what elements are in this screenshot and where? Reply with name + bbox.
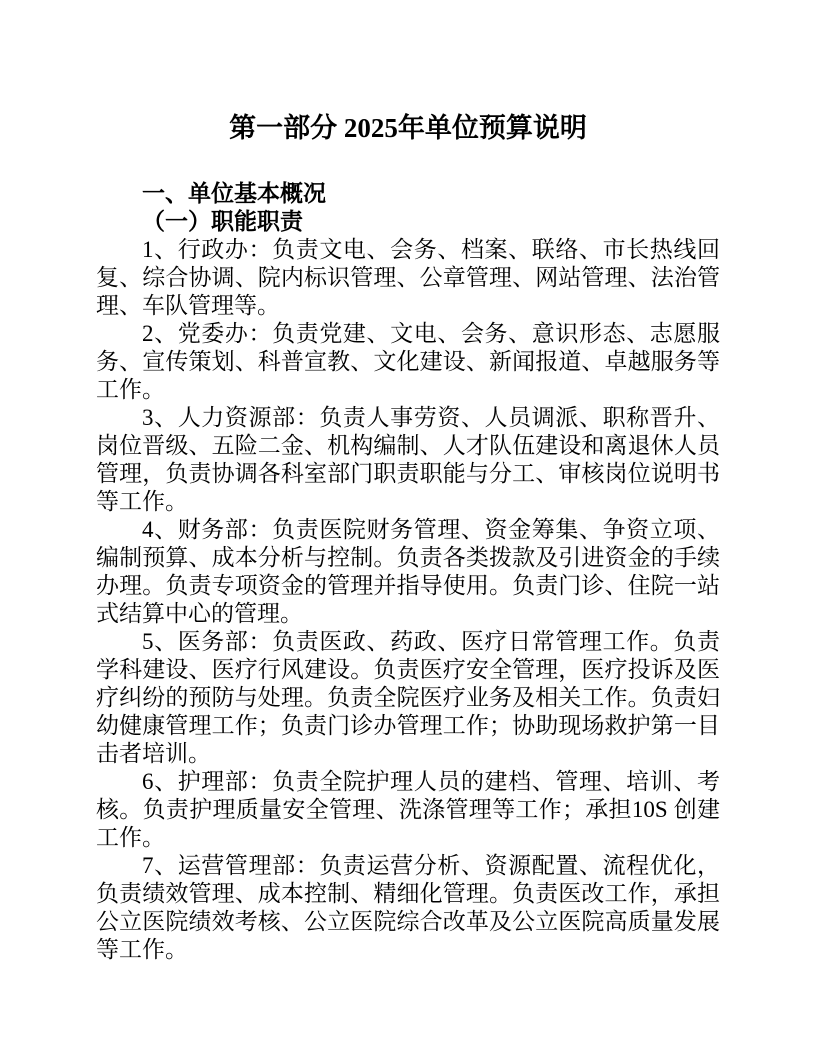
paragraph-human-resources: 3、人力资源部：负责人事劳资、人员调派、职称晋升、岗位晋级、五险二金、机构编制、人才队伍建设和离退休人员管理，负责协调各科室部门职责职能与分工、审核岗位说明书等工作。	[96, 405, 720, 514]
paragraph-administrative-office: 1、行政办：负责文电、会务、档案、联络、市长热线回复、综合协调、院内标识管理、公章管理、网站管理、法治管理、车队管理等。	[96, 237, 720, 318]
paragraph-medical-affairs: 5、医务部：负责医政、药政、医疗日常管理工作。负责学科建设、医疗行风建设。负责医疗安全管理，医疗投诉及医疗纠纷的预防与处理。负责全院医疗业务及相关工作。负责妇幼健康管理工作；负责门诊办管理工作；协助现场救护第一目击者培训。	[96, 629, 720, 766]
paragraph-nursing-department: 6、护理部：负责全院护理人员的建档、管理、培训、考核。负责护理质量安全管理、洗涤管理等工作；承担10S 创建工作。	[96, 769, 720, 850]
subsection-heading-functions-duties: （一）职能职责	[142, 209, 303, 234]
paragraph-finance-department: 4、财务部：负责医院财务管理、资金筹集、争资立项、编制预算、成本分析与控制。负责各类拨款及引进资金的手续办理。负责专项资金的管理并指导使用。负责门诊、住院一站式结算中心的管理。	[96, 517, 720, 626]
document-title: 第一部分 2025年单位预算说明	[229, 113, 587, 143]
section-heading-unit-overview: 一、单位基本概况	[142, 181, 326, 206]
paragraph-operations-management: 7、运营管理部：负责运营分析、资源配置、流程优化，负责绩效管理、成本控制、精细化管理。负责医改工作，承担公立医院绩效考核、公立医院综合改革及公立医院高质量发展等工作。	[96, 853, 720, 962]
paragraph-party-committee-office: 2、党委办：负责党建、文电、会务、意识形态、志愿服务、宣传策划、科普宣教、文化建设、新闻报道、卓越服务等工作。	[96, 321, 720, 402]
